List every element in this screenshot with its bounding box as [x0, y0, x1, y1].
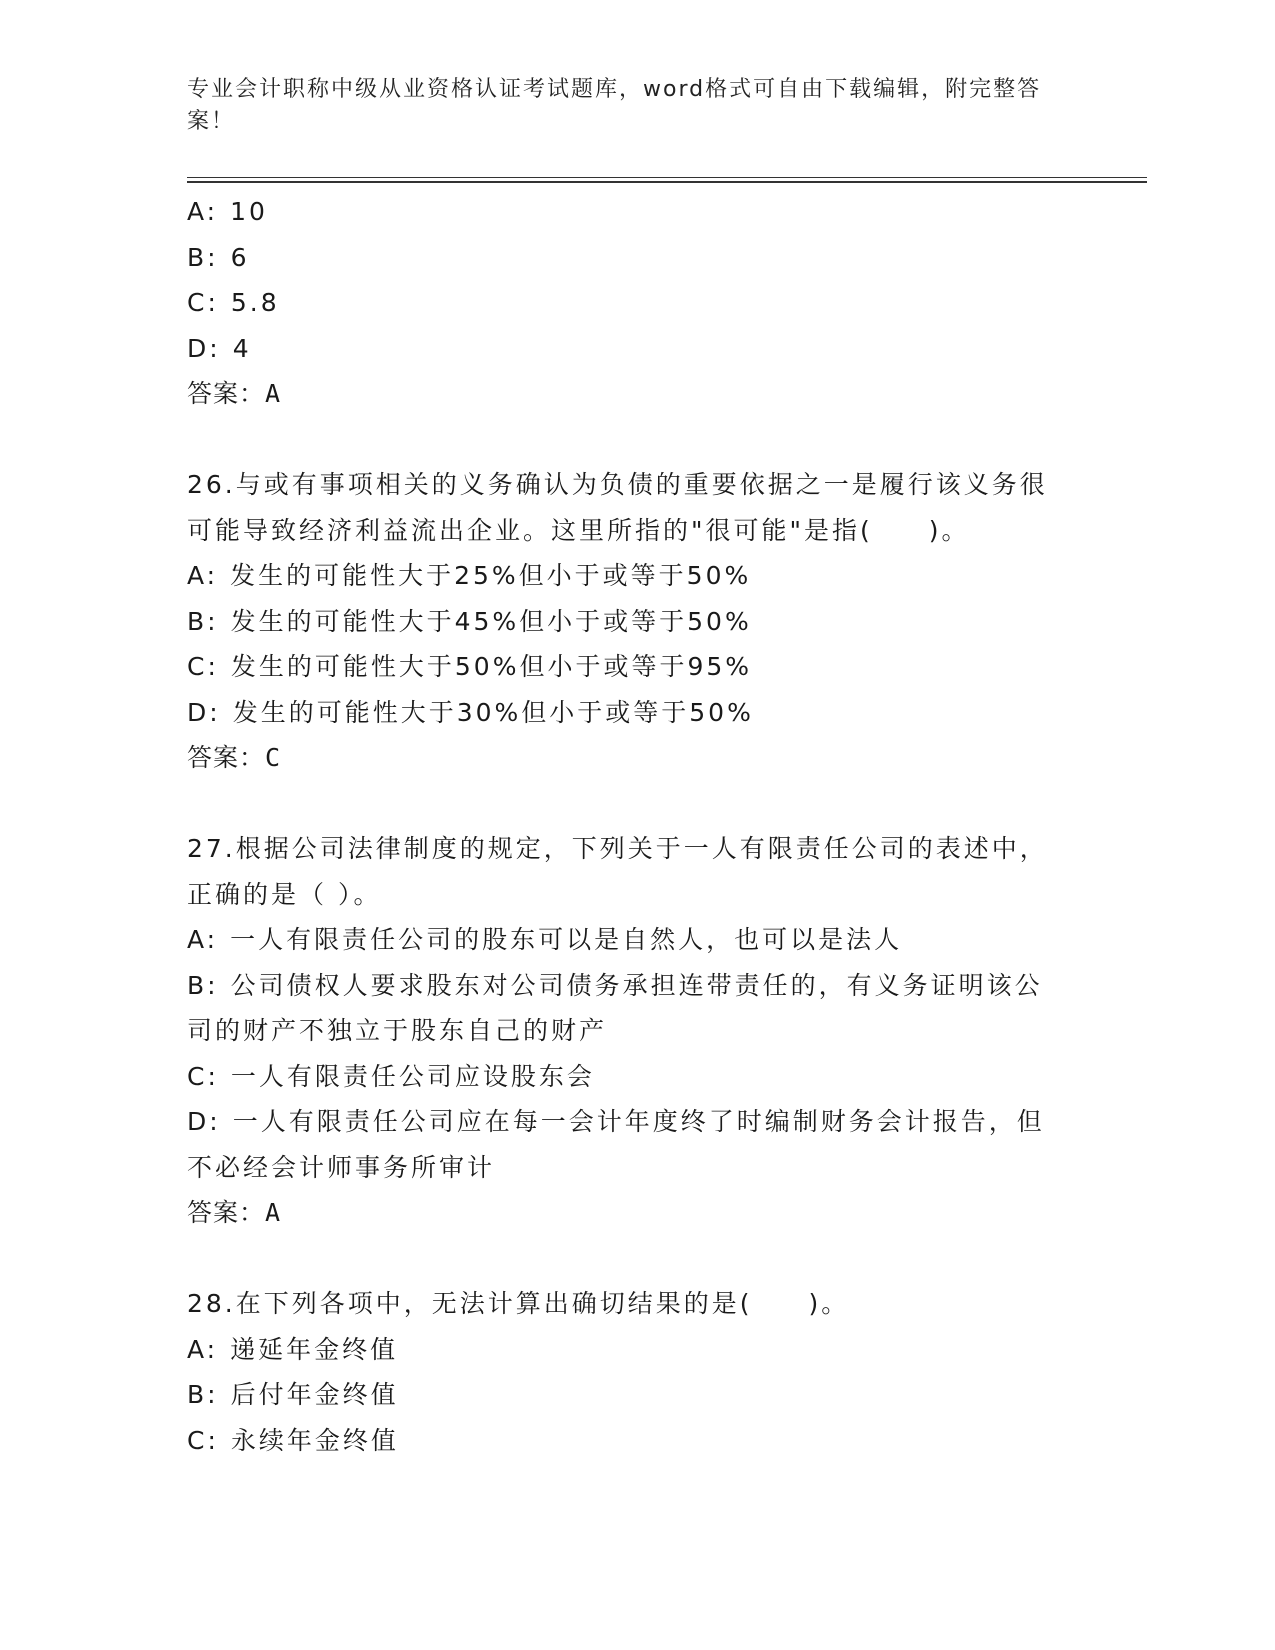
header-divider-top — [187, 177, 1147, 178]
option-label: D: — [187, 333, 221, 363]
question-stem: 26.与或有事项相关的义务确认为负债的重要依据之一是履行该义务很 — [187, 470, 1048, 499]
option-c — [187, 1054, 1067, 1100]
option-text: 一人有限责任公司应在每一会计年度终了时编制财务会计报告，但 — [232, 1107, 1045, 1136]
option-text: 发生的可能性大于25%但小于或等于50% — [230, 561, 752, 590]
prev-question-options — [187, 189, 1067, 417]
spacer — [187, 1236, 1067, 1282]
question-27 — [187, 826, 1067, 1236]
option-d — [187, 326, 1067, 372]
option-b — [187, 1372, 1067, 1418]
option-label: B: — [187, 1380, 219, 1409]
question-stem: 27.根据公司法律制度的规定，下列关于一人有限责任公司的表述中， — [187, 834, 1048, 863]
option-text: 一人有限责任公司应设股东会 — [230, 1061, 595, 1091]
option-text: 公司债权人要求股东对公司债务承担连带责任的，有义务证明该公 — [230, 970, 1043, 1000]
question-stem: 28.在下列各项中，无法计算出确切结果的是( )。 — [187, 1289, 850, 1318]
option-label: A: — [187, 197, 219, 226]
option-d-cont: 不必经会计师事务所审计 — [187, 1152, 496, 1182]
option-label: B: — [187, 242, 219, 272]
option-label: A: — [187, 925, 219, 954]
option-label: B: — [187, 970, 219, 1000]
option-label: B: — [187, 606, 219, 636]
option-label: C: — [187, 288, 219, 317]
option-label: D: — [187, 697, 221, 727]
option-b-cont: 司的财产不独立于股东自己的财产 — [187, 1016, 608, 1045]
option-text: 发生的可能性大于45%但小于或等于50% — [230, 606, 752, 636]
option-c — [187, 1418, 1067, 1464]
header-text: 专业会计职称中级从业资格认证考试题库，word格式可自由下载编辑，附完整答案！ — [187, 77, 1042, 134]
option-text: 一人有限责任公司的股东可以是自然人，也可以是法人 — [230, 925, 903, 954]
option-text: 6 — [230, 242, 250, 272]
option-b — [187, 963, 1067, 1009]
option-text: 递延年金终值 — [230, 1334, 399, 1364]
option-label: C: — [187, 652, 219, 681]
header-divider-bottom — [187, 181, 1147, 183]
option-a — [187, 189, 1067, 235]
option-text: 发生的可能性大于30%但小于或等于50% — [232, 697, 754, 727]
option-a — [187, 1327, 1067, 1373]
option-d — [187, 690, 1067, 736]
spacer — [187, 417, 1067, 463]
question-26 — [187, 462, 1067, 781]
option-a — [187, 553, 1067, 599]
option-label: A: — [187, 1334, 219, 1364]
question-28 — [187, 1281, 1067, 1463]
answer-line: 答案：A — [187, 379, 282, 408]
option-text: 永续年金终值 — [230, 1425, 399, 1455]
option-text: 5.8 — [230, 288, 280, 317]
question-content — [187, 189, 1067, 1463]
question-stem-cont: 正确的是（ ）。 — [187, 879, 382, 909]
option-c — [187, 644, 1067, 690]
option-label: C: — [187, 1425, 219, 1455]
option-text: 10 — [230, 197, 268, 226]
answer-line: 答案：C — [187, 743, 282, 772]
option-a — [187, 917, 1067, 963]
answer-line: 答案：A — [187, 1198, 282, 1227]
option-text: 后付年金终值 — [230, 1380, 399, 1409]
option-text: 4 — [232, 333, 252, 363]
option-c — [187, 280, 1067, 326]
option-label: D: — [187, 1107, 221, 1136]
option-text: 发生的可能性大于50%但小于或等于95% — [230, 652, 753, 681]
option-b — [187, 599, 1067, 645]
question-stem-cont: 可能导致经济利益流出企业。这里所指的"很可能"是指( )。 — [187, 515, 970, 545]
option-b — [187, 235, 1067, 281]
option-label: A: — [187, 561, 219, 590]
option-d — [187, 1099, 1067, 1145]
document-header — [187, 74, 1067, 138]
option-label: C: — [187, 1061, 219, 1091]
spacer — [187, 781, 1067, 827]
